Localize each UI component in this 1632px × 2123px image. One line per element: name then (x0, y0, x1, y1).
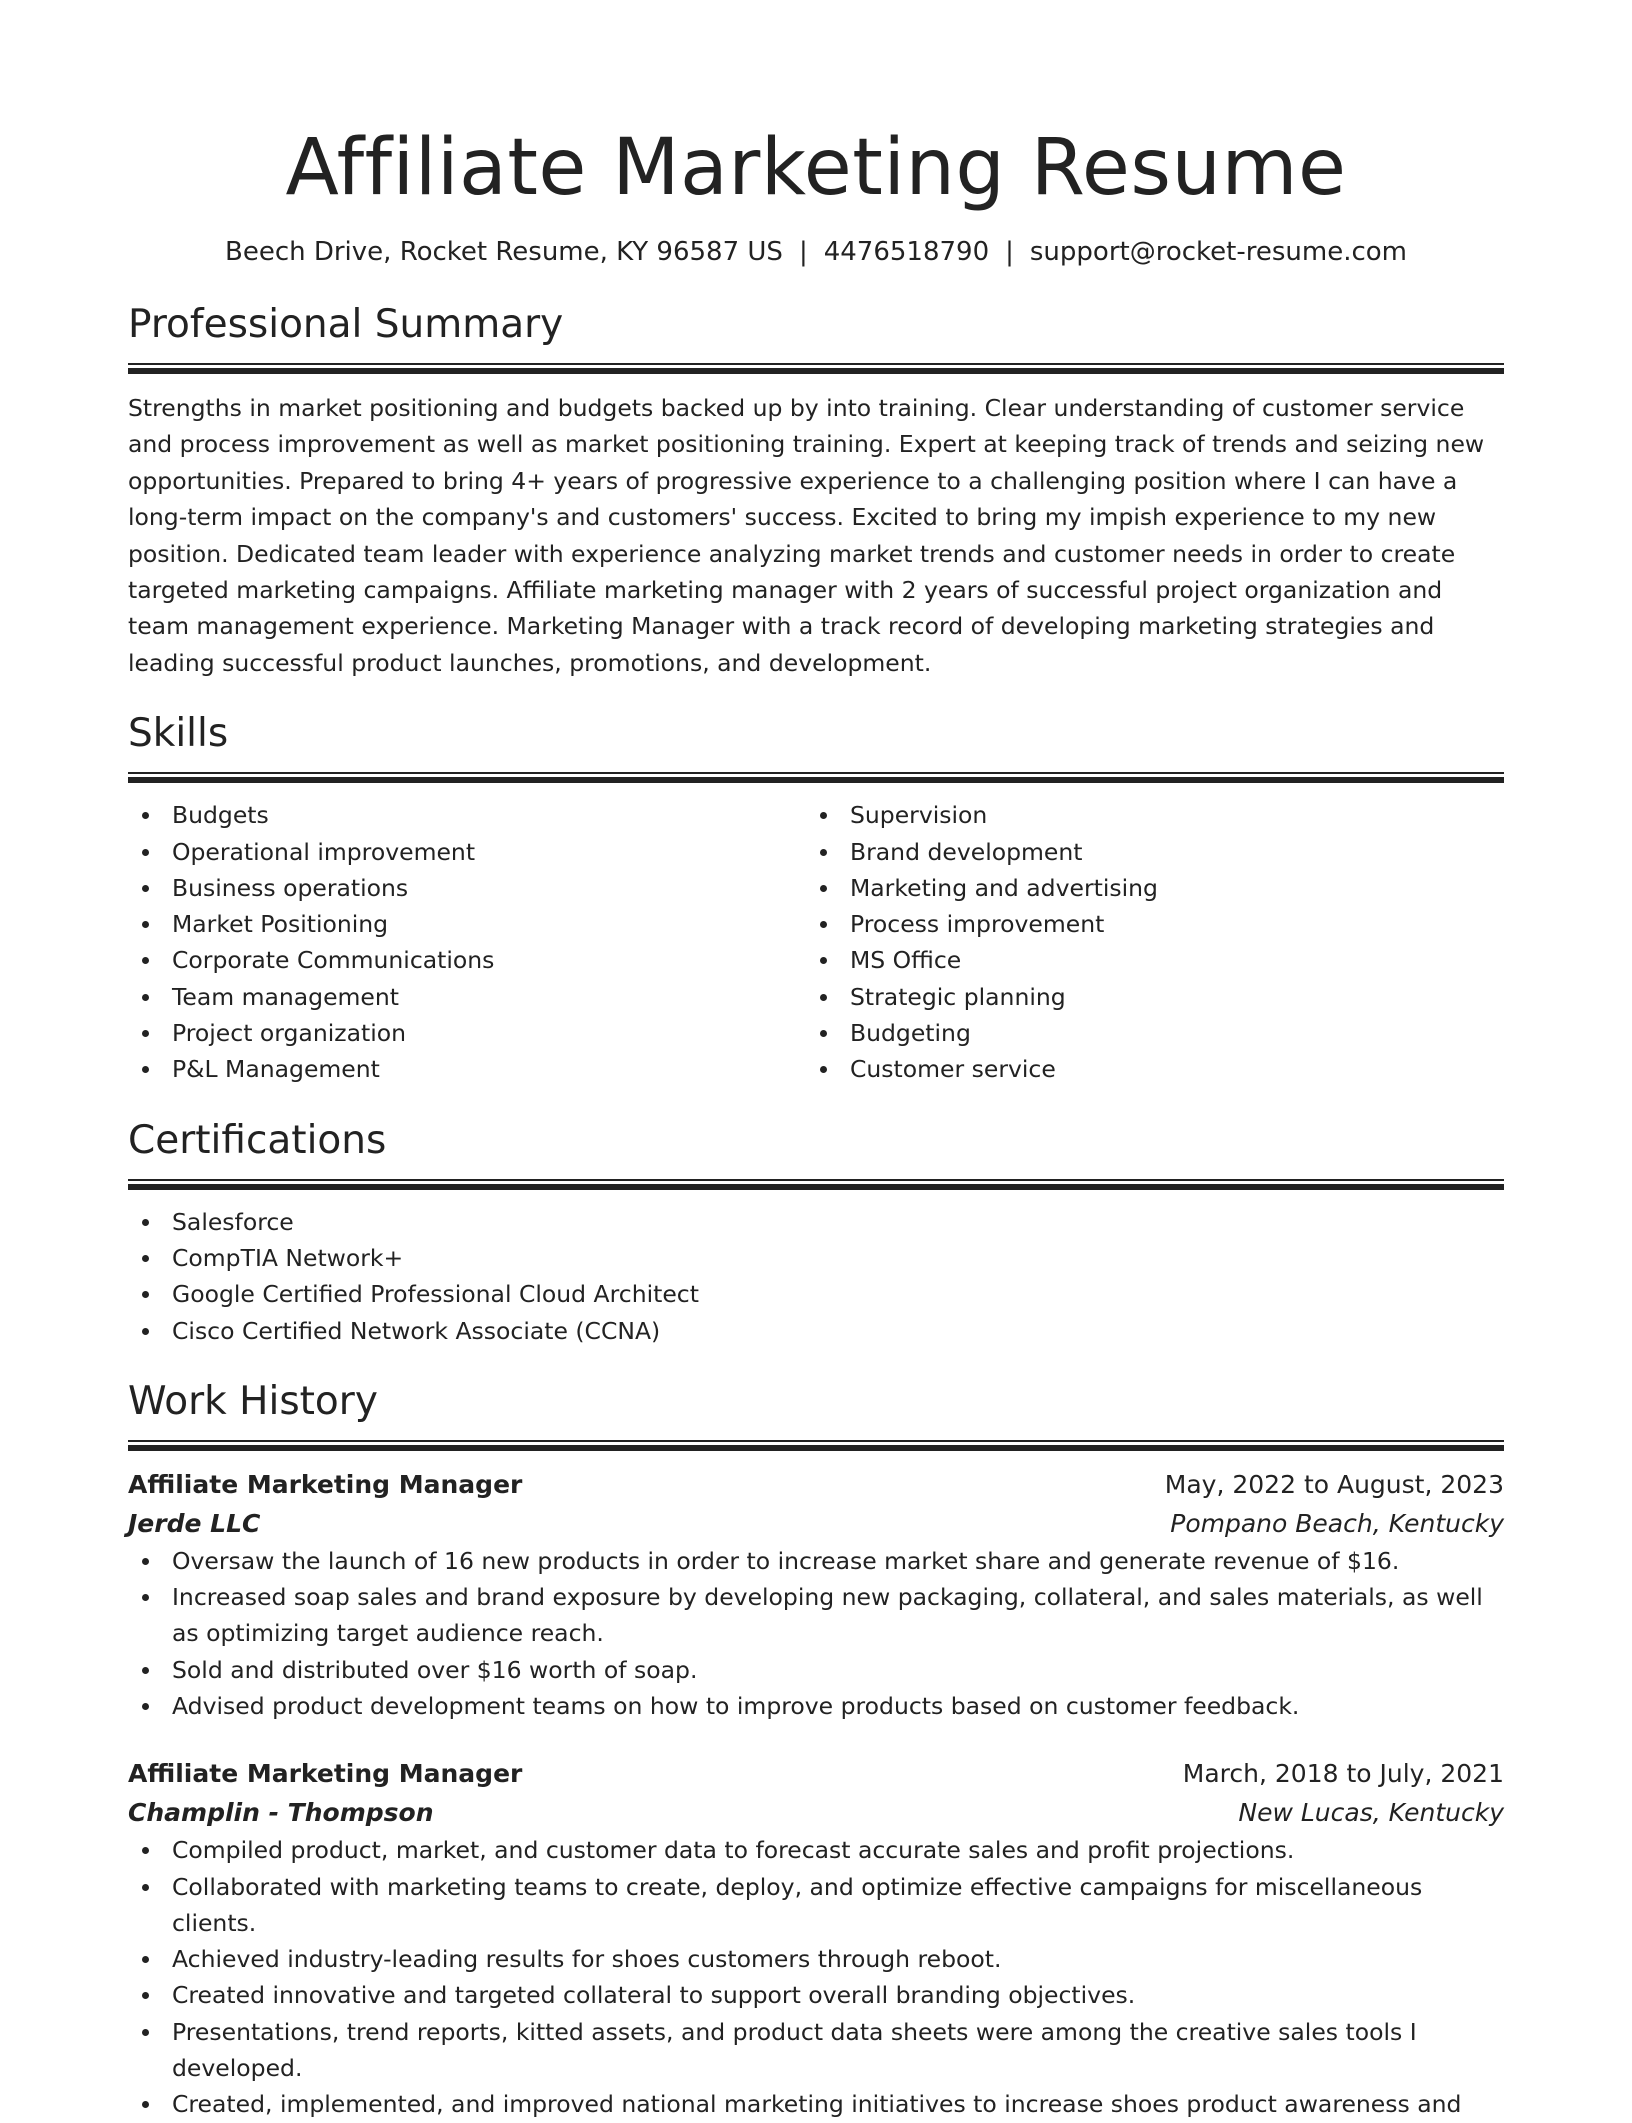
skill-item: MS Office (806, 942, 1484, 978)
skill-item: Business operations (128, 870, 806, 906)
skill-item: Budgets (128, 797, 806, 833)
section-divider (128, 1440, 1504, 1451)
job-bullet: Advised product development teams on how to improve products based on customer feedback. (128, 1688, 1504, 1724)
skill-item: Budgeting (806, 1015, 1484, 1051)
skills-grid (128, 797, 1504, 1087)
section-heading-summary: Professional Summary (128, 302, 564, 347)
section-heading-work-history: Work History (128, 1378, 378, 1424)
job-bullet: Collaborated with marketing teams to create, deploy, and optimize effective campaigns for miscellaneous clients. (128, 1869, 1504, 1942)
job-company: Champlin - Thompson (128, 1798, 434, 1828)
certification-item: Google Certified Professional Cloud Architect (128, 1276, 1504, 1312)
job-title: Affiliate Marketing Manager (128, 1759, 523, 1789)
job-subheader (128, 1505, 1504, 1543)
skill-item: Project organization (128, 1015, 806, 1051)
contact-address: Beech Drive, Rocket Resume, KY 96587 US (224, 237, 783, 267)
job-header (128, 1754, 1504, 1794)
job-entry (128, 1754, 1504, 2122)
contact-separator: | (1005, 237, 1014, 267)
certification-item: Salesforce (128, 1204, 1504, 1240)
section-heading-skills: Skills (128, 711, 229, 757)
skill-item: Market Positioning (128, 906, 806, 942)
job-bullet-list (128, 1543, 1504, 1724)
skill-item: Team management (128, 979, 806, 1015)
job-bullet: Sold and distributed over $16 worth of soap. (128, 1652, 1504, 1688)
job-bullet: Increased soap sales and brand exposure by developing new packaging, collateral, and sales materials, as well as optimizing target audience reach. (128, 1579, 1504, 1652)
job-bullet: Created innovative and targeted collateral to support overall branding objectives. (128, 1977, 1504, 2013)
skills-list-left (128, 797, 806, 1087)
job-bullet: Presentations, trend reports, kitted assets, and product data sheets were among the creative sales tools I developed. (128, 2014, 1504, 2087)
job-subheader (128, 1794, 1504, 1832)
contact-phone: 4476518790 (823, 237, 990, 267)
job-company: Jerde LLC (128, 1508, 261, 1538)
skill-item: Brand development (806, 834, 1484, 870)
contact-line (128, 234, 1504, 270)
skill-item: Operational improvement (128, 834, 806, 870)
job-location: Pompano Beach, Kentucky (1170, 1508, 1504, 1538)
skill-item: Corporate Communications (128, 942, 806, 978)
certifications-list (128, 1204, 1504, 1349)
resume-title: Affiliate Marketing Resume (285, 123, 1347, 213)
job-dates: May, 2022 to August, 2023 (1164, 1469, 1504, 1499)
skills-list-right (806, 797, 1484, 1087)
resume-page (128, 0, 1504, 2123)
skill-item: P&L Management (128, 1051, 806, 1087)
job-bullet: Created, implemented, and improved national marketing initiatives to increase shoes product awareness and (128, 2086, 1504, 2122)
job-bullet: Oversaw the launch of 16 new products in order to increase market share and generate revenue of $16. (128, 1543, 1504, 1579)
skill-item: Strategic planning (806, 979, 1484, 1015)
certification-item: Cisco Certified Network Associate (CCNA) (128, 1313, 1504, 1349)
certification-item: CompTIA Network+ (128, 1240, 1504, 1276)
job-header (128, 1465, 1504, 1505)
work-history-section (128, 1377, 1504, 2123)
summary-section (128, 300, 1504, 681)
skill-item: Marketing and advertising (806, 870, 1484, 906)
section-divider (128, 1179, 1504, 1190)
contact-email: support@rocket-resume.com (1029, 237, 1407, 267)
job-bullet: Achieved industry-leading results for shoes customers through reboot. (128, 1941, 1504, 1977)
section-heading-certifications: Certifications (128, 1117, 387, 1163)
job-bullet-list (128, 1832, 1504, 2122)
summary-text: Strengths in market positioning and budgets backed up by into training. Clear understanding of customer service and process improvement as well as market positioning training. Expert at keeping track of trends and seizing new opportunities. Prepared to bring 4+ years of progressive experience to a challenging position where I can have a long-term impact on the company's and customers' success. Excited to bring my impish experience to my new position. Dedicated team leader with experience analyzing market trends and customer needs in order to create targeted marketing campaigns. Affiliate marketing manager with 2 years of successful project organization and team management experience. Marketing Manager with a track record of developing marketing strategies and leading successful product launches, promotions, and development. (128, 394, 1485, 677)
skill-item: Supervision (806, 797, 1484, 833)
skill-item: Customer service (806, 1051, 1484, 1087)
job-bullet: Compiled product, market, and customer data to forecast accurate sales and profit projections. (128, 1832, 1504, 1868)
section-divider (128, 772, 1504, 783)
job-entry (128, 1465, 1504, 1724)
skill-item: Process improvement (806, 906, 1484, 942)
job-location: New Lucas, Kentucky (1238, 1798, 1504, 1828)
skills-section (128, 709, 1504, 1087)
certifications-section (128, 1116, 1504, 1349)
job-dates: March, 2018 to July, 2021 (1182, 1759, 1504, 1789)
section-divider (128, 363, 1504, 374)
job-title: Affiliate Marketing Manager (128, 1469, 523, 1499)
contact-separator: | (798, 237, 808, 267)
